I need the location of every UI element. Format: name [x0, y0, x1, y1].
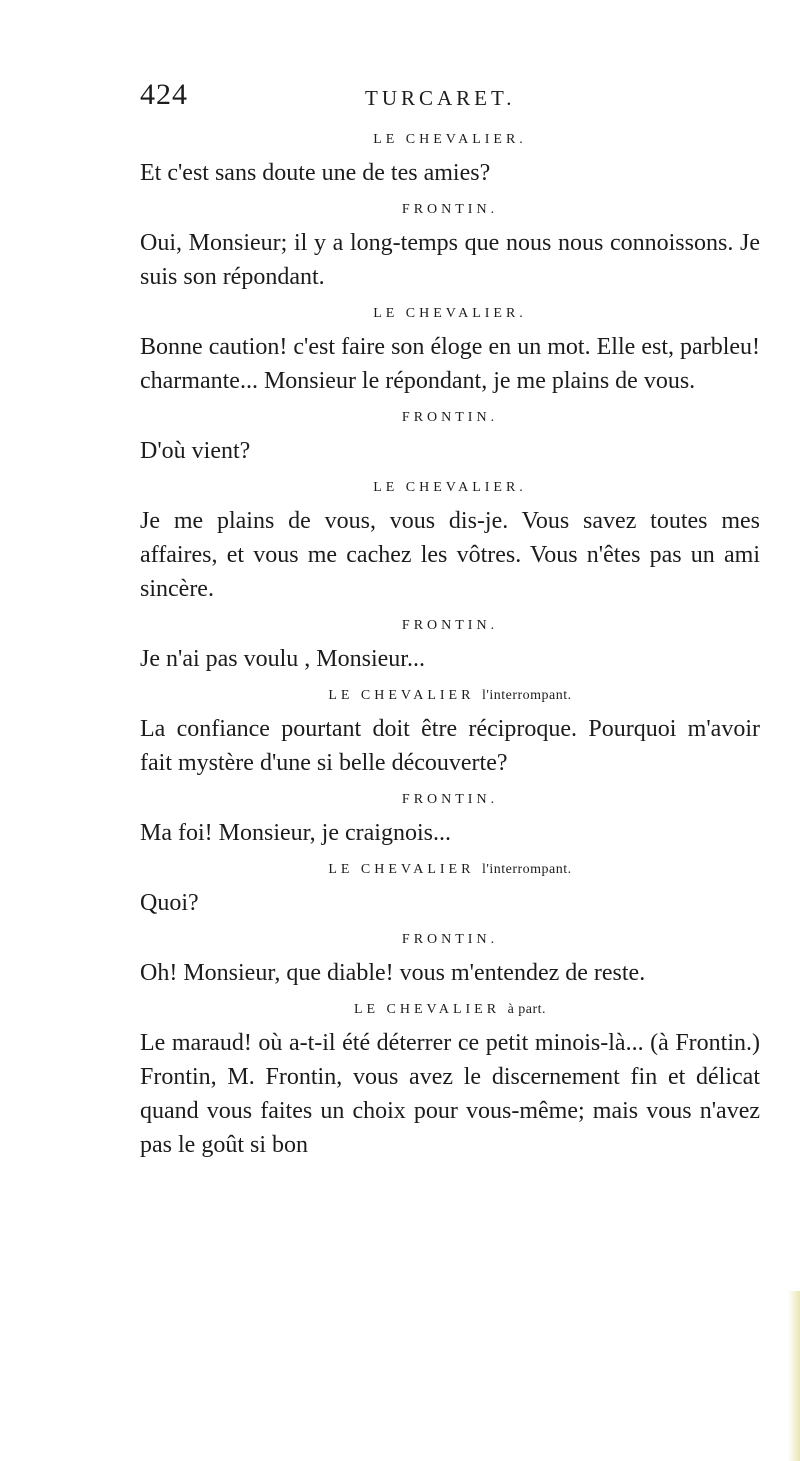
dialogue-text [140, 130, 760, 1162]
speaker-label: LE CHEVALIER à part. [353, 1002, 547, 1017]
speaker-label: LE CHEVALIER. [373, 306, 527, 321]
page-number: 424 [140, 78, 188, 111]
dialogue-line: Je me plains de vous, vous dis-je. Vous savez toutes mes affaires, et vous me cachez les vôtres. Vous n'êtes pas un ami sincère. [140, 508, 760, 602]
running-head [140, 78, 740, 118]
speaker-label: LE CHEVALIER. [373, 480, 527, 495]
dialogue-line: Ma foi! Monsieur, je craignois... [140, 820, 451, 846]
speaker-label: LE CHEVALIER l'interrompant. [328, 862, 572, 877]
stage-direction: à part. [507, 1002, 547, 1017]
dialogue-line: D'où vient? [140, 438, 251, 464]
dialogue-line: Oh! Monsieur, que diable! vous m'entendez de reste. [140, 960, 646, 986]
dialogue-line: Oui, Monsieur; il y a long-temps que nous nous connoissons. Je suis son répondant. [140, 230, 760, 290]
running-title: TURCARET. [365, 86, 516, 110]
speaker-label: LE CHEVALIER l'interrompant. [328, 688, 572, 703]
speaker-label: LE CHEVALIER. [373, 132, 527, 147]
dialogue-line: Quoi? [140, 890, 199, 916]
speaker-label: FRONTIN. [401, 792, 499, 807]
dialogue-line: Je n'ai pas voulu , Monsieur... [140, 646, 425, 672]
speaker-label: FRONTIN. [401, 202, 499, 217]
speaker-label: FRONTIN. [401, 932, 499, 947]
dialogue-line: La confiance pourtant doit être réciproque. Pourquoi m'avoir fait mystère d'une si belle découverte? [140, 716, 760, 776]
speaker-label: FRONTIN. [401, 618, 499, 633]
dialogue-line: Bonne caution! c'est faire son éloge en un mot. Elle est, parbleu! charmante... Monsieur le répondant, je me plains de vous. [140, 334, 760, 394]
speaker-label: FRONTIN. [401, 410, 499, 425]
stage-direction: l'interrompant. [481, 688, 572, 703]
page-edge-stain [788, 1291, 800, 1461]
dialogue-line: Le maraud! où a-t-il été déterrer ce petit minois-là... (à Frontin.) Frontin, M. Frontin, vous avez le discernement fin et délicat quand vous faites un choix pour vous-même; mais vous n'avez pas le goût si bon [140, 1030, 760, 1158]
stage-direction: l'interrompant. [481, 862, 572, 877]
dialogue-line: Et c'est sans doute une de tes amies? [140, 160, 491, 186]
